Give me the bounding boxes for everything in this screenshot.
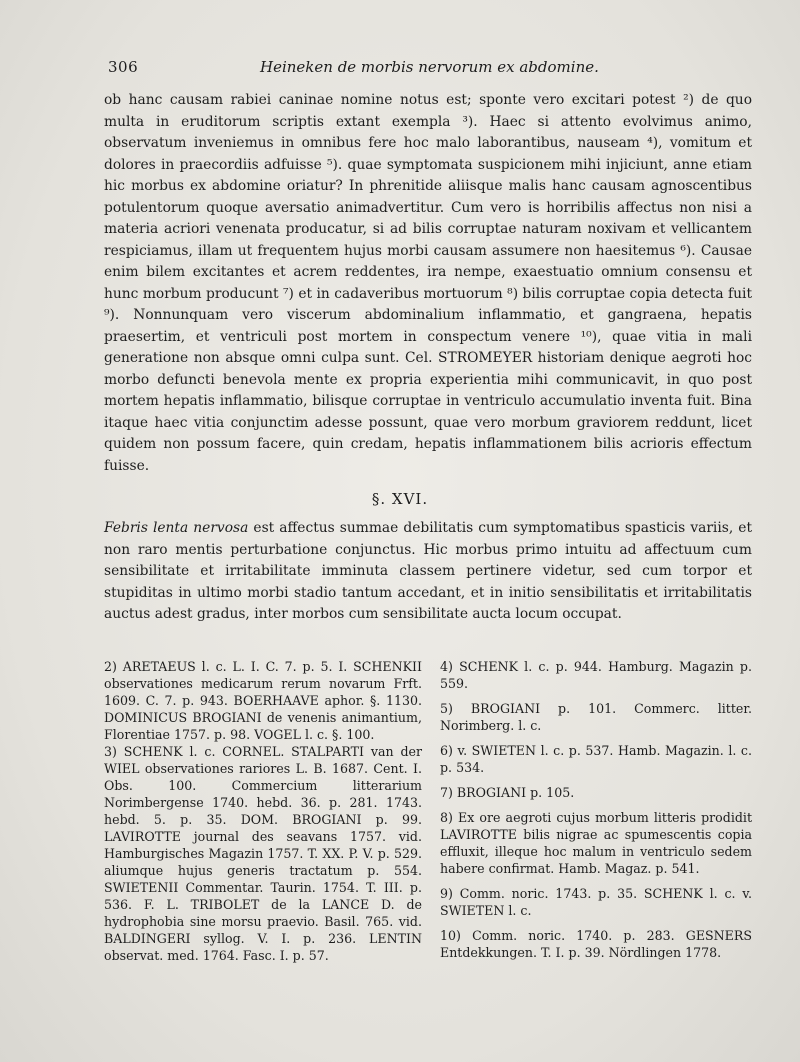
section-heading: §. XVI. — [371, 490, 429, 508]
footnote-3: 3) SCHENK l. c. CORNEL. STALPARTI van der WIEL observationes rariores L. B. 1687. Cent. I. Obs. 100. Commercium litterarium Norimbergense 1740. hebd. 36. p. 281. 1743. hebd. 5. p. 35. DOM. BROGIANI p. 99. LAVIROTTE journal des seavans 1757. vid. Hamburgisches Magazin 1757. T. XX. P. V. p. 529. aliumque hujus generis tractatum p. 554. SWIETENII Commentar. Taurin. 1754. T. III. p. 536. F. L. TRIBOLET de la LANCE D. de hydrophobia sine morsu praevio. Basil. 765. vid. BALDINGERI syllog. V. I. p. 236. LENTIN observat. med. 1764. Fasc. I. p. 57. — [104, 744, 422, 963]
footnote-7: 7) BROGIANI p. 105. — [440, 785, 575, 800]
footnote-10: 10) Comm. noric. 1740. p. 283. GESNERS Entdekkungen. T. I. p. 39. Nördlingen 1778. — [440, 928, 752, 960]
footnote-5: 5) BROGIANI p. 101. Commerc. litter. Norimberg. l. c. — [440, 701, 752, 733]
paragraph-2 — [104, 518, 752, 626]
footnote-2: 2) ARETAEUS l. c. L. I. C. 7. p. 5. I. SCHENKII observationes medicarum rerum novarum Frft. 1609. C. 7. p. 943. BOERHAAVE aphor. §. 1130. DOMINICUS BROGIANI de venenis animantium, Florentiae 1757. p. 98. VOGEL l. c. §. 100. — [104, 659, 422, 742]
paragraph-2-lead: Febris lenta nervosa — [104, 520, 249, 536]
page-number: 306 — [108, 58, 139, 76]
paragraph-1: ob hanc causam rabiei caninae nomine notus est; sponte vero excitari potest ²) de quo multa in eruditorum scriptis extant exempla ³). Haec si attento evolvimus animo, observatum inveniemus in omnibus fere hoc malo laborantibus, nauseam ⁴), vomitum et dolores in praecordiis adfuisse ⁵). quae symptomata suspicionem mihi injiciunt, anne etiam hic morbus ex abdomine oriatur? In phrenitide aliisque malis hanc causam agnoscentibus potulentorum quoque aversatio animadvertitur. Cum vero is horribilis affectus non nisi a materia acriori venenata producatur, si ad bilis corruptae naturam noxivam et vellicantem respiciamus, illam ut frequentem hujus morbi causam assumere non haesitemus ⁶). Causae enim bilem excitantes et acrem reddentes, ira nempe, exaestuatio omnium consensu et hunc morbum producunt ⁷) et in cadaveribus mortuorum ⁸) bilis corruptae copia detecta fuit ⁹). Nonnunquam vero viscerum abdominalium inflammatio, et gangraena, hepatis praesertim, et ventriculi post mortem in conspectum venere ¹⁰), quae vitia in mali generatione non absque omni culpa sunt. Cel. STROMEYER historiam denique aegroti hoc morbo defuncti benevola mente ex propria experientia mihi communicavit, in quo post mortem hepatis inflammatio, bilisque corruptae in ventriculo accumulatio inventa fuit. Bina itaque haec vitia conjunctim adesse possunt, quae vero morbum graviorem reddunt, licet quidem non possum facere, quin credam, hepatis inflammationem bilis acrioris effectum fuisse. — [104, 92, 752, 474]
running-title: Heineken de morbis nervorum ex abdomine. — [260, 58, 599, 76]
footnotes-right-column — [440, 658, 752, 969]
footnotes-left-column — [104, 658, 422, 964]
footnote-4: 4) SCHENK l. c. p. 944. Hamburg. Magazin p. 559. — [440, 659, 752, 691]
footnote-9: 9) Comm. noric. 1743. p. 35. SCHENK l. c. v. SWIETEN l. c. — [440, 886, 752, 918]
paragraph-2-text: est affectus summae debilitatis cum symptomatibus spasticis variis, et non raro mentis perturbatione conjunctus. Hic morbus primo intuitu ad affectuum cum sensibilitate et irritabilitate imminuta classem pertinere videtur, sed cum torpor et stupiditas in ultimo morbi stadio tantum accedant, et in initio sensibilitatis et irritabilitatis auctus adest gradus, inter morbos cum sensibilitate aucta locum occupat. — [104, 520, 753, 622]
footnote-8: 8) Ex ore aegroti cujus morbum litteris prodidit LAVIROTTE bilis nigrae ac spumescentis copia effluxit, illeque hoc malum in ventriculo sedem habere confirmat. Hamb. Magaz. p. 541. — [440, 810, 752, 876]
main-text — [104, 90, 752, 477]
footnote-6: 6) v. SWIETEN l. c. p. 537. Hamb. Magazin. l. c. p. 534. — [440, 743, 752, 775]
page-header — [108, 58, 608, 84]
